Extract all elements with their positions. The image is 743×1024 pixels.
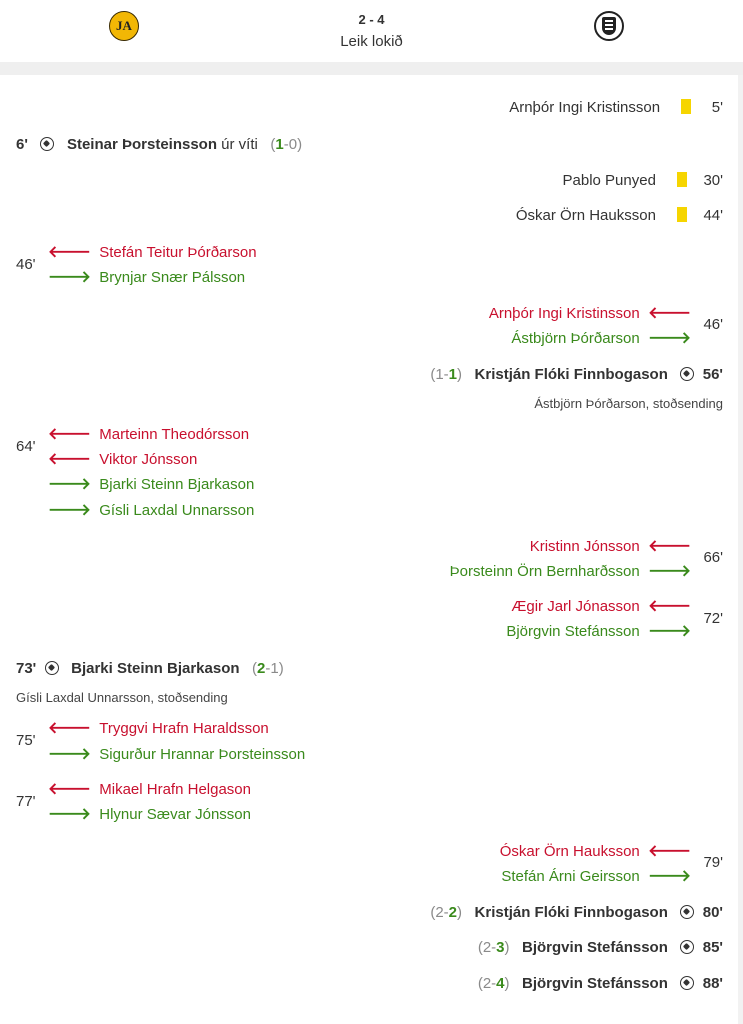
event-minute: 46' [703,316,723,333]
arrow-left-icon: 🡐 [48,426,91,443]
sub-in: Ástbjörn Þórðarson 🡒 [511,330,691,347]
sub-in: 🡒 Brynjar Snær Pálsson [48,269,246,286]
scrollbar[interactable] [738,75,743,1024]
arrow-left-icon: 🡐 [48,720,91,737]
event-goal: 6' Steinar Þorsteinsson úr víti (1-0) [16,136,303,153]
sub-out: 🡐 Viktor Jónsson [48,451,198,468]
away-team-logo[interactable] [594,11,624,41]
yellow-card-icon [681,99,691,114]
home-team-logo[interactable]: JA [109,11,139,41]
soccer-ball-icon [45,661,59,675]
event-minute: 75' [16,732,36,749]
arrow-right-icon: 🡒 [48,806,91,823]
arrow-right-icon: 🡒 [48,502,91,519]
yellow-card-icon [677,207,687,222]
section-divider [0,62,743,75]
soccer-ball-icon [680,905,694,919]
arrow-left-icon: 🡐 [48,781,91,798]
sub-in: 🡒 Bjarki Steinn Bjarkason [48,476,255,493]
arrow-right-icon: 🡒 [648,330,691,347]
arrow-right-icon: 🡒 [48,476,91,493]
event-goal: 73' Bjarki Steinn Bjarkason (2-1) [16,660,284,677]
sub-in: Stefán Árni Geirsson 🡒 [501,868,691,885]
soccer-ball-icon [680,367,694,381]
sub-out: 🡐 Tryggvi Hrafn Haraldsson [48,720,269,737]
event-yellow-card: Arnþór Ingi Kristinsson 5' [509,99,723,116]
sub-in: Björgvin Stefánsson 🡒 [506,623,691,640]
arrow-left-icon: 🡐 [648,843,691,860]
event-minute: 66' [703,549,723,566]
event-yellow-card: Óskar Örn Hauksson 44' [515,207,723,224]
sub-out: 🡐 Mikael Hrafn Helgason [48,781,251,798]
arrow-left-icon: 🡐 [648,538,691,555]
sub-out: Ægir Jarl Jónasson 🡐 [511,598,691,615]
arrow-right-icon: 🡒 [648,563,691,580]
event-goal: (2-4) Björgvin Stefánsson 88' [477,975,723,992]
sub-out: Arnþór Ingi Kristinsson 🡐 [488,305,691,322]
sub-in: 🡒 Sigurður Hrannar Þorsteinsson [48,746,306,763]
arrow-right-icon: 🡒 [48,269,91,286]
soccer-ball-icon [680,940,694,954]
event-minute: 46' [16,256,36,273]
sub-out: Kristinn Jónsson 🡐 [529,538,691,555]
sub-out: 🡐 Stefán Teitur Þórðarson [48,244,257,261]
event-minute: 79' [703,854,723,871]
match-status: Leik lokið [340,33,403,50]
yellow-card-icon [677,172,687,187]
match-score: 2 - 4 [358,12,385,27]
soccer-ball-icon [680,976,694,990]
arrow-left-icon: 🡐 [648,305,691,322]
sub-in: Þorsteinn Örn Bernharðsson 🡒 [449,563,691,580]
event-minute: 77' [16,793,36,810]
sub-in: 🡒 Gísli Laxdal Unnarsson [48,502,255,519]
arrow-right-icon: 🡒 [48,746,91,763]
arrow-right-icon: 🡒 [648,623,691,640]
arrow-left-icon: 🡐 [648,598,691,615]
event-goal: (1-1) Kristján Flóki Finnbogason 56' [430,366,723,383]
arrow-right-icon: 🡒 [648,868,691,885]
match-header [0,0,743,62]
sub-in: 🡒 Hlynur Sævar Jónsson [48,806,251,823]
sub-out: Óskar Örn Hauksson 🡐 [499,843,691,860]
assist-note: Gísli Laxdal Unnarsson, stoðsending [16,690,228,705]
event-minute: 72' [703,610,723,627]
arrow-left-icon: 🡐 [48,244,91,261]
arrow-left-icon: 🡐 [48,451,91,468]
sub-out: 🡐 Marteinn Theodórsson [48,426,250,443]
event-minute: 64' [16,438,36,455]
event-yellow-card: Pablo Punyed 30' [562,172,723,189]
assist-note: Ástbjörn Þórðarson, stoðsending [534,396,723,411]
event-goal: (2-3) Björgvin Stefánsson 85' [477,939,723,956]
event-goal: (2-2) Kristján Flóki Finnbogason 80' [430,904,723,921]
soccer-ball-icon [40,137,54,151]
